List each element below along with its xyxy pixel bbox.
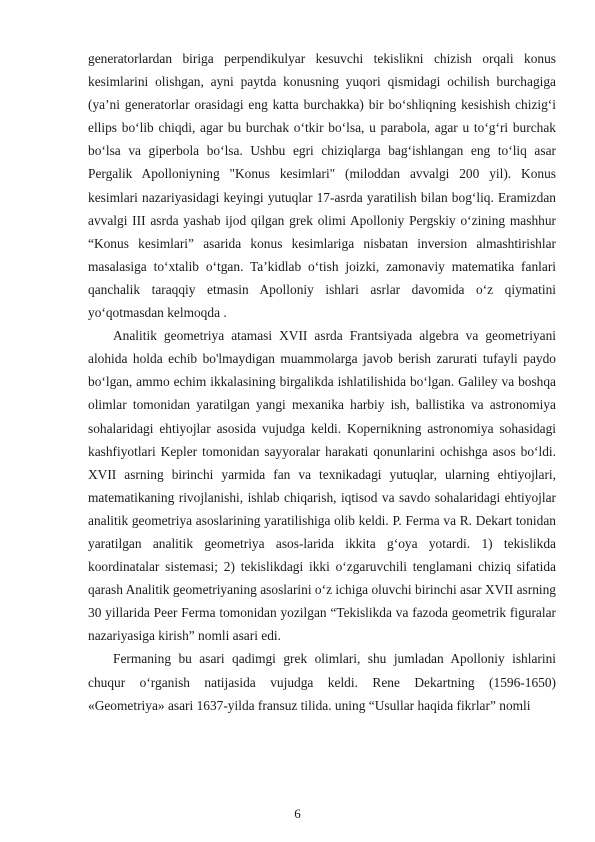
page-number: 6 [294, 806, 301, 821]
paragraph-3: Fermaning bu asari qadimgi grek olimlari, shu jumladan Apolloniy ishlarini chuqur o‘rganish natijasida vujudga keldi. Rene Dekartning (1596-1650) «Geometriya» asari 1637-yilda fransuz tilida. uning “Usullar haqida fikrlar” nomli [88, 651, 556, 713]
body-text [88, 47, 556, 717]
paragraph-2: Analitik geometriya atamasi XVII asrda Frantsiyada algebra va geometriyani alohida holda echib bo'lmaydigan muammolarga javob berish zarurati tufayli paydo bo‘lgan, ammo echim ikkalasining birgalikda ishlatilishida bo‘lgan. Galiley va boshqa olimlar tomonidan yaratilgan yangi mexanika harbiy ish, ballistika va astronomiya sohalaridagi ehtiyojlar asosida vujudga keldi. Kopernikning astronomiya sohasidagi kashfiyotlari Kepler tomonidan sayyoralar harakati qonunlarini ochishga asos bo‘ldi. XVII asrning birinchi yarmida fan va texnikadagi yutuqlar, ularning ehtiyojlari, matematikaning rivojlanishi, ishlab chiqarish, iqtisod va savdo sohalaridagi ehtiyojlar analitik geometriya asoslarining yaratilishiga olib keldi. P. Ferma va R. Dekart tonidan yaratilgan analitik geometriya asos-larida ikkita g‘oya yotardi. 1) tekislikda koordinatalar sistemasi; 2) tekislikdagi ikki o‘zgaruvchili tenglamani chiziq sifatida qarash Analitik geometriyaning asoslarini o‘z ichiga oluvchi birinchi asar XVII asrning 30 yillarida Peer Ferma tomonidan yozilgan “Tekislikda va fazoda geometrik figuralar nazariyasiga kirish” nomli asari edi. [88, 328, 556, 644]
paragraph-1: generatorlardan biriga perpendikulyar kesuvchi tekislikni chizish orqali konus kesimlarini olishgan, ayni paytda konusning yuqori qismidagi ochilish burchagiga (ya’ni generatorlar orasidagi eng katta burchakka) bir bo‘shliqning kesishish chizig‘i ellips bo‘lib chiqdi, agar bu burchak o‘tkir bo‘lsa, u parabola, agar u to‘g‘ri burchak bo‘lsa va giperbola bo‘lsa. Ushbu egri chiziqlarga bag‘ishlangan eng to‘liq asar Pergalik Apolloniyning "Konus kesimlari" (miloddan avvalgi 200 yil). Konus kesimlari nazariyasidagi keyingi yutuqlar 17-asrda yaratilish bilan bog‘liq. Eramizdan avvalgi III asrda yashab ijod qilgan grek olimi Apolloniy Pergskiy o‘zining mashhur “Konus kesimlari” asarida konus kesimlariga nisbatan inversion almashtirishlar masalasiga to‘xtalib o‘tgan. Ta’kidlab o‘tish joizki, zamonaviy matematika fanlari qanchalik taraqqiy etmasin Apolloniy ishlari asrlar davomida o‘z qiymatini yo‘qotmasdan kelmoqda . [88, 51, 556, 321]
